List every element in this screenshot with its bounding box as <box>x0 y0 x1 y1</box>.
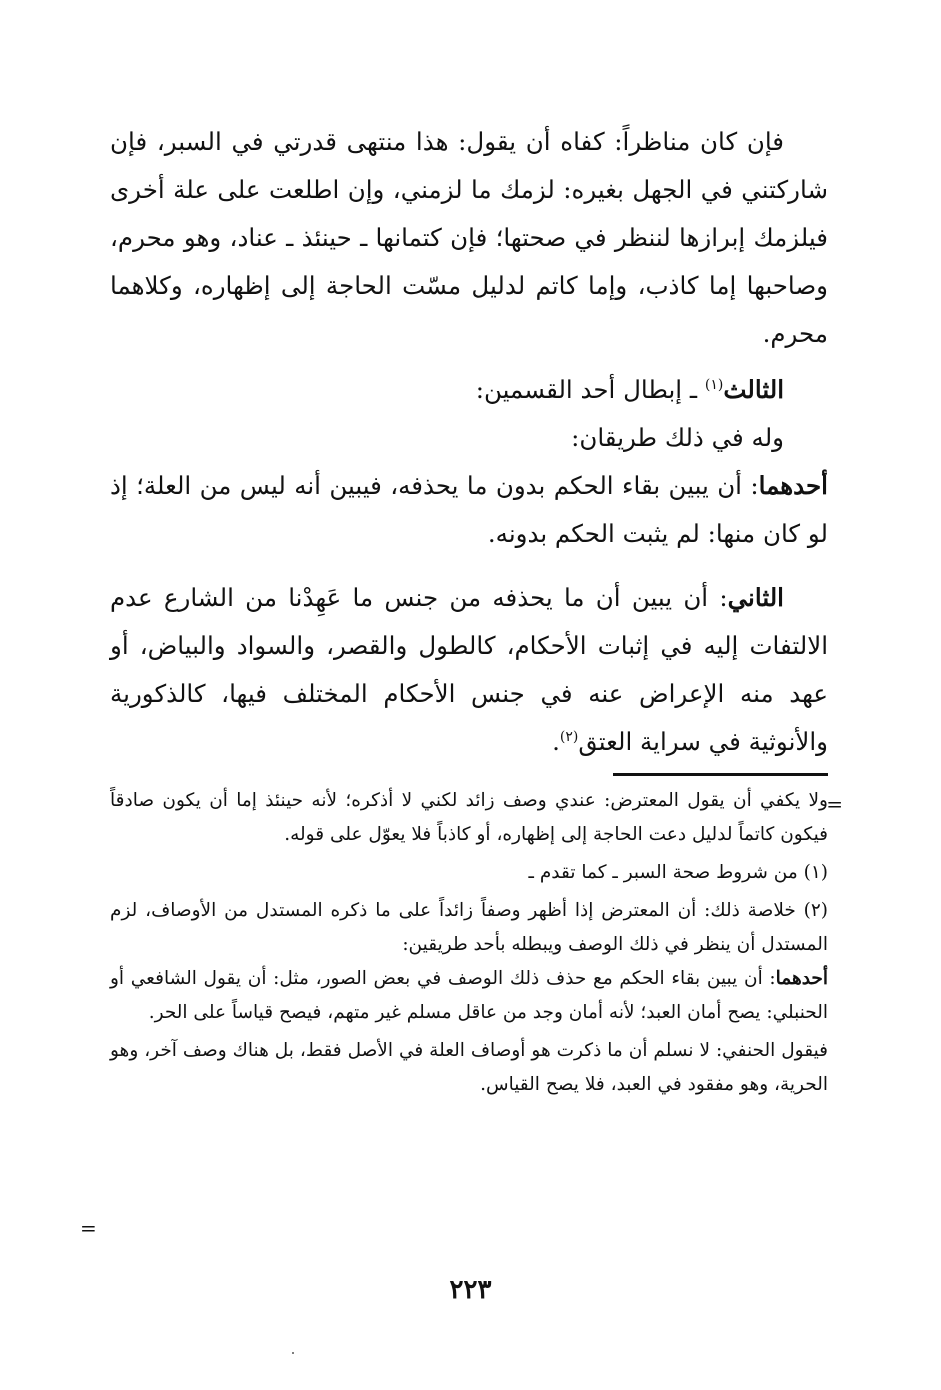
footnote-2-first-heading: أحدهما <box>775 968 828 989</box>
continuation-mark-bottom: = <box>80 1216 97 1240</box>
footnote-2: (٢) خلاصة ذلك: أن المعترض إذا أظهر وصفاً زائداً على ما ذكره المستدل من الأوصاف، لزم المستدل أن ينظر في ذلك الوصف ويبطله بأحد طريقين: <box>110 900 828 955</box>
main-text <box>110 118 828 766</box>
footnote-ref-2: (٢) <box>559 728 579 745</box>
paragraph-disputant: فإن كان مناظراً: كفاه أن يقول: هذا منتهى قدرتي في السبر، فإن شاركتني في الجهل بغيره: لزمك ما لزمني، وإن اطلعت على علة أخرى فيلزمك إبرازها لننظر في صحتها؛ فإن كتمانها ـ حينئذ ـ عناد، وهو محرم، وصاحبها إما كاذب، وإما كاتم لدليل مسّت الحاجة إلى إظهاره، وكلاهما محرم. <box>110 127 828 348</box>
scan-speck <box>292 1352 294 1354</box>
footnote-separator <box>613 773 828 776</box>
paragraph-first-way <box>110 462 828 558</box>
first-way-text: : أن يبين بقاء الحكم بدون ما يحذفه، فيبين أنه ليس من العلة؛ إذ لو كان منها: لم يثبت الحكم بدونه. <box>110 471 828 548</box>
paragraph-second-way <box>110 574 828 766</box>
third-heading: الثالث <box>723 375 784 404</box>
footnote-1: (١) من شروط صحة السبر ـ كما تقدم ـ <box>528 862 828 883</box>
page-number: ٢٢٣ <box>449 1275 492 1305</box>
paragraph-two-ways: وله في ذلك طريقان: <box>571 423 784 452</box>
paragraph-third-heading <box>110 366 828 414</box>
footnotes <box>110 784 828 1102</box>
footnote-2-first-text: : أن يبين بقاء الحكم مع حذف ذلك الوصف في بعض الصور، مثل: أن يقول الشافعي أو الحنبلي: يصح أمان العبد؛ لأنه أمان وجد من عاقل مسلم غير متهم، فيصح قياساً على الحر. <box>110 968 828 1023</box>
footnote-2-first-way <box>110 962 828 1030</box>
third-heading-rest: ـ إبطال أحد القسمين: <box>475 375 705 404</box>
footnote-continuation: ولا يكفي أن يقول المعترض: عندي وصف زائد لكني لا أذكره؛ لأنه حينئذ إما أن يكون صادقاً فيكون كاتماً لدليل دعت الحاجة إلى إظهاره، أو كاذباً فلا يعوّل على قوله. <box>110 790 828 845</box>
first-way-heading: أحدهما <box>758 471 828 500</box>
second-way-end: . <box>552 727 560 756</box>
footnote-ref-1: (١) <box>704 376 724 393</box>
second-way-text: : أن يبين أن ما يحذفه من جنس ما عَهِدْنا من الشارع عدم الالتفات إليه في إثبات الأحكام، كالطول والقصر، والسواد والبياض، أو عهد منه الإعراض عنه في جنس الأحكام المختلف فيها، كالذكورية والأنوثية في سراية العتق <box>110 583 829 756</box>
continuation-mark-top: = <box>826 792 843 816</box>
second-way-heading: الثاني <box>727 583 784 612</box>
footnote-2-hanafi: فيقول الحنفي: لا نسلم أن ما ذكرت هو أوصاف العلة في الأصل فقط، بل هناك وصف آخر، وهو الحرية، وهو مفقود في العبد، فلا يصح القياس. <box>110 1040 828 1095</box>
